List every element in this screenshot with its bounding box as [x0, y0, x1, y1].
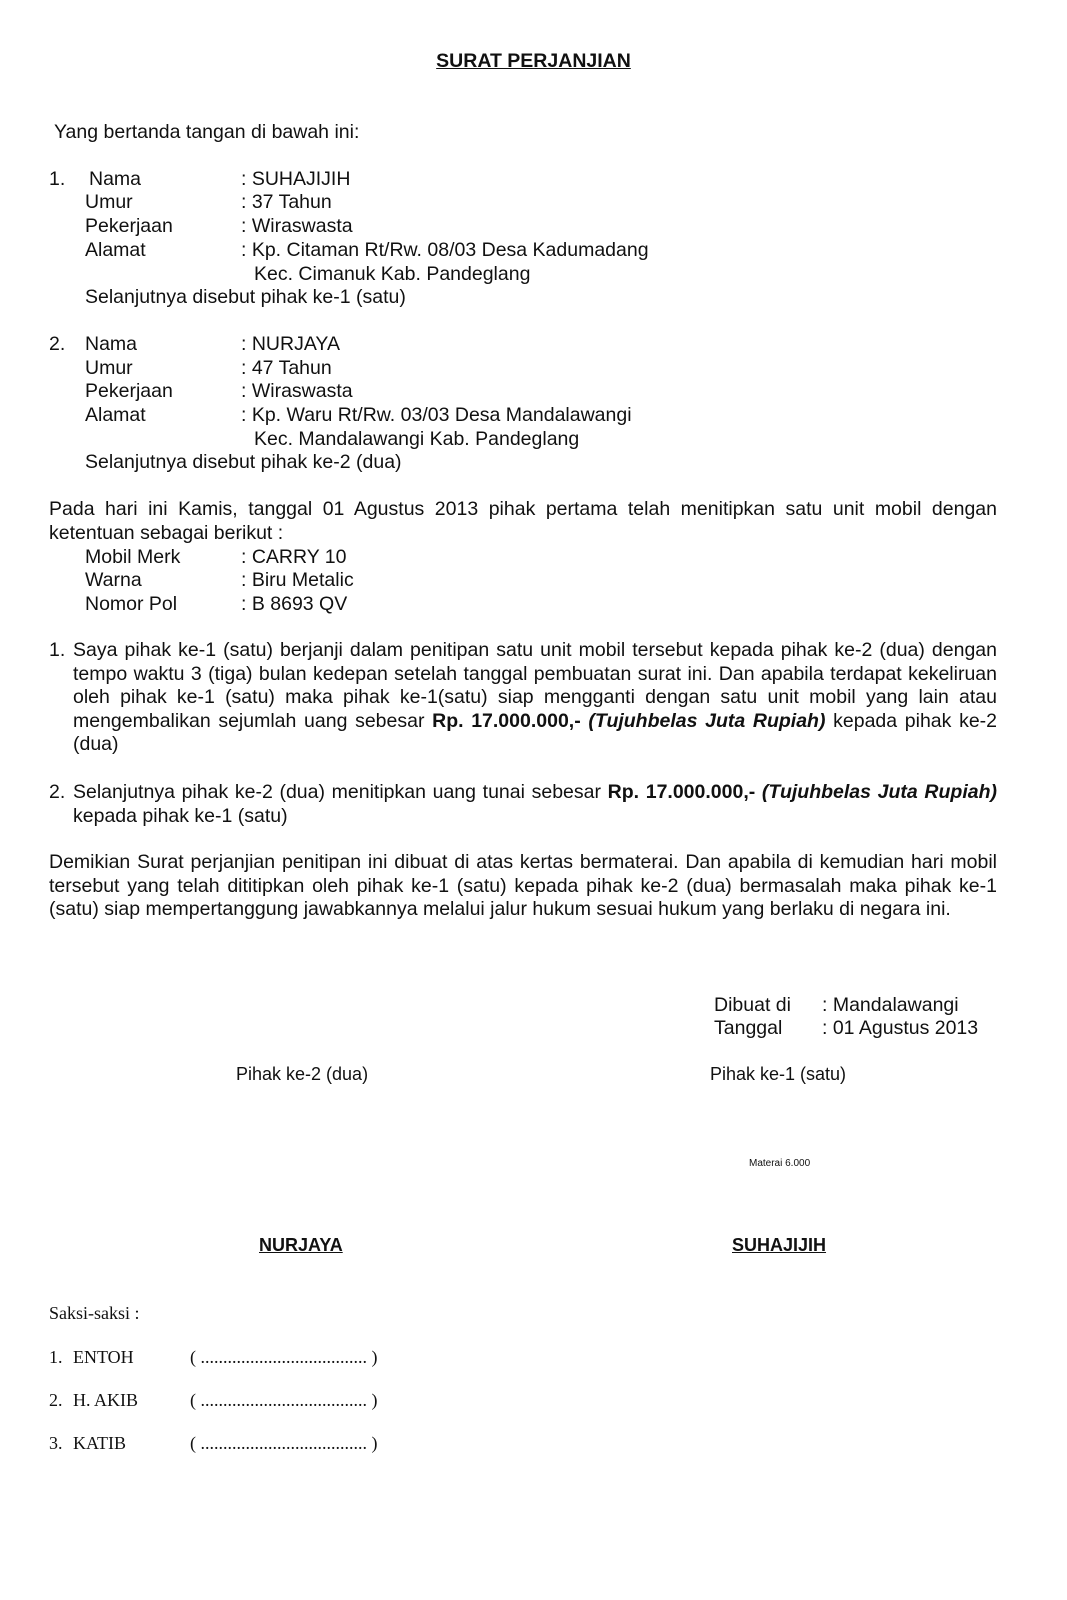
vehicle-color-label: Warna	[85, 569, 142, 591]
vehicle-plate-value: : B 8693 QV	[241, 593, 348, 615]
party-2-occupation-label: Pekerjaan	[85, 380, 173, 402]
intro-text: Yang bertanda tangan di bawah ini:	[54, 121, 360, 143]
party-1-name-value: : SUHAJIJIH	[241, 168, 351, 190]
witness-1-signature-line: ( ..................................... )	[190, 1347, 378, 1367]
signature-name-party-2: NURJAYA	[259, 1235, 343, 1255]
party-1-number: 1.	[49, 168, 66, 190]
clause-1	[49, 639, 997, 757]
witness-2-number: 2.	[49, 1390, 63, 1410]
clause-2-amount-words: (Tujuhbelas Juta Rupiah)	[761, 781, 997, 803]
document-title: SURAT PERJANJIAN	[436, 50, 631, 72]
witness-2-name: H. AKIB	[73, 1390, 139, 1410]
signature-name-party-1: SUHAJIJIH	[732, 1235, 827, 1255]
clause-2-number: 2.	[49, 781, 66, 803]
revenue-stamp-label: Materai 6.000	[749, 1158, 811, 1169]
clause-1-amount: Rp. 17.000.000,-	[432, 709, 581, 732]
party-1-age-label: Umur	[85, 191, 133, 213]
party-1-designation: Selanjutnya disebut pihak ke-1 (satu)	[85, 286, 406, 308]
witness-3-name: KATIB	[73, 1433, 126, 1453]
party-2-number: 2.	[49, 333, 66, 355]
signature-role-party-2: Pihak ke-2 (dua)	[236, 1064, 369, 1084]
witnesses-heading: Saksi-saksi :	[49, 1303, 140, 1323]
signature-role-party-1: Pihak ke-1 (satu)	[710, 1064, 847, 1084]
place-label: Dibuat di	[714, 994, 791, 1016]
witness-2-signature-line: ( ..................................... )	[190, 1390, 378, 1410]
party-1-address-label: Alamat	[85, 239, 146, 261]
party-2-name-label: Nama	[85, 333, 138, 355]
closing-paragraph: Demikian Surat perjanjian penitipan ini dibuat di atas kertas bermaterai. Dan apabila di kemudian hari mobil tersebut yang telah dititipkan oleh pihak ke-1 (satu) kepada pihak ke-2 (dua) bermasalah maka pihak ke-1 (satu) siap mempertanggung jawabkannya melalui jalur hukum sesuai hukum yang berlaku di negara ini.	[49, 851, 997, 920]
clause-1-amount-words: (Tujuhbelas Juta Rupiah)	[588, 709, 826, 732]
party-2-address-line2: Kec. Mandalawangi Kab. Pandeglang	[254, 428, 580, 450]
party-2-address-label: Alamat	[85, 404, 146, 426]
vehicle-color-value: : Biru Metalic	[241, 569, 354, 591]
party-2-address-value: : Kp. Waru Rt/Rw. 03/03 Desa Mandalawangi	[241, 404, 632, 426]
witness-3-signature-line: ( ..................................... )	[190, 1433, 378, 1453]
place-value: : Mandalawangi	[822, 994, 959, 1016]
party-1-occupation-label: Pekerjaan	[85, 215, 173, 237]
clause-2	[49, 781, 997, 828]
witness-1-number: 1.	[49, 1347, 63, 1367]
party-2-designation: Selanjutnya disebut pihak ke-2 (dua)	[85, 451, 402, 473]
party-2-occupation-value: : Wiraswasta	[241, 380, 353, 402]
clause-2-text-end: kepada pihak ke-1 (satu)	[73, 804, 288, 827]
party-1-address-value: : Kp. Citaman Rt/Rw. 08/03 Desa Kadumadang	[241, 239, 649, 261]
clause-2-text: Selanjutnya pihak ke-2 (dua) menitipkan uang tunai sebesar	[73, 781, 608, 803]
party-1-address-line2: Kec. Cimanuk Kab. Pandeglang	[254, 263, 531, 285]
statement-paragraph: Pada hari ini Kamis, tanggal 01 Agustus 2013 pihak pertama telah menitipkan satu unit mobil dengan ketentuan sebagai berikut :	[49, 498, 997, 544]
party-1-occupation-value: : Wiraswasta	[241, 215, 353, 237]
party-1-age-value: : 37 Tahun	[241, 191, 332, 213]
date-value: : 01 Agustus 2013	[822, 1017, 979, 1039]
party-1-name-label: Nama	[89, 168, 142, 190]
party-2-age-label: Umur	[85, 357, 133, 379]
vehicle-brand-value: : CARRY 10	[241, 546, 347, 568]
witness-3-number: 3.	[49, 1433, 63, 1453]
party-2-age-value: : 47 Tahun	[241, 357, 332, 379]
date-label: Tanggal	[714, 1017, 783, 1039]
clause-2-amount: Rp. 17.000.000,-	[607, 781, 756, 803]
clause-1-text: Saya pihak ke-1 (satu) berjanji dalam penitipan satu unit mobil tersebut kepada pihak ke-2 (dua) dengan tempo waktu 3 (tiga) bulan kedepan setelah tanggal pembuatan surat ini. Dan apabila terdapat kekeliruan oleh pihak ke-1 (satu) maka pihak ke-1(satu) siap mengganti dengan satu unit mobil yang lain atau mengembalikan sejumlah uang sebesar	[73, 639, 997, 732]
party-2-name-value: : NURJAYA	[241, 333, 340, 355]
witness-1-name: ENTOH	[73, 1347, 134, 1367]
vehicle-plate-label: Nomor Pol	[85, 593, 178, 615]
vehicle-brand-label: Mobil Merk	[85, 546, 181, 568]
clause-1-text-end: kepada pihak ke-2 (dua)	[73, 709, 997, 755]
clause-1-number: 1.	[49, 639, 66, 661]
